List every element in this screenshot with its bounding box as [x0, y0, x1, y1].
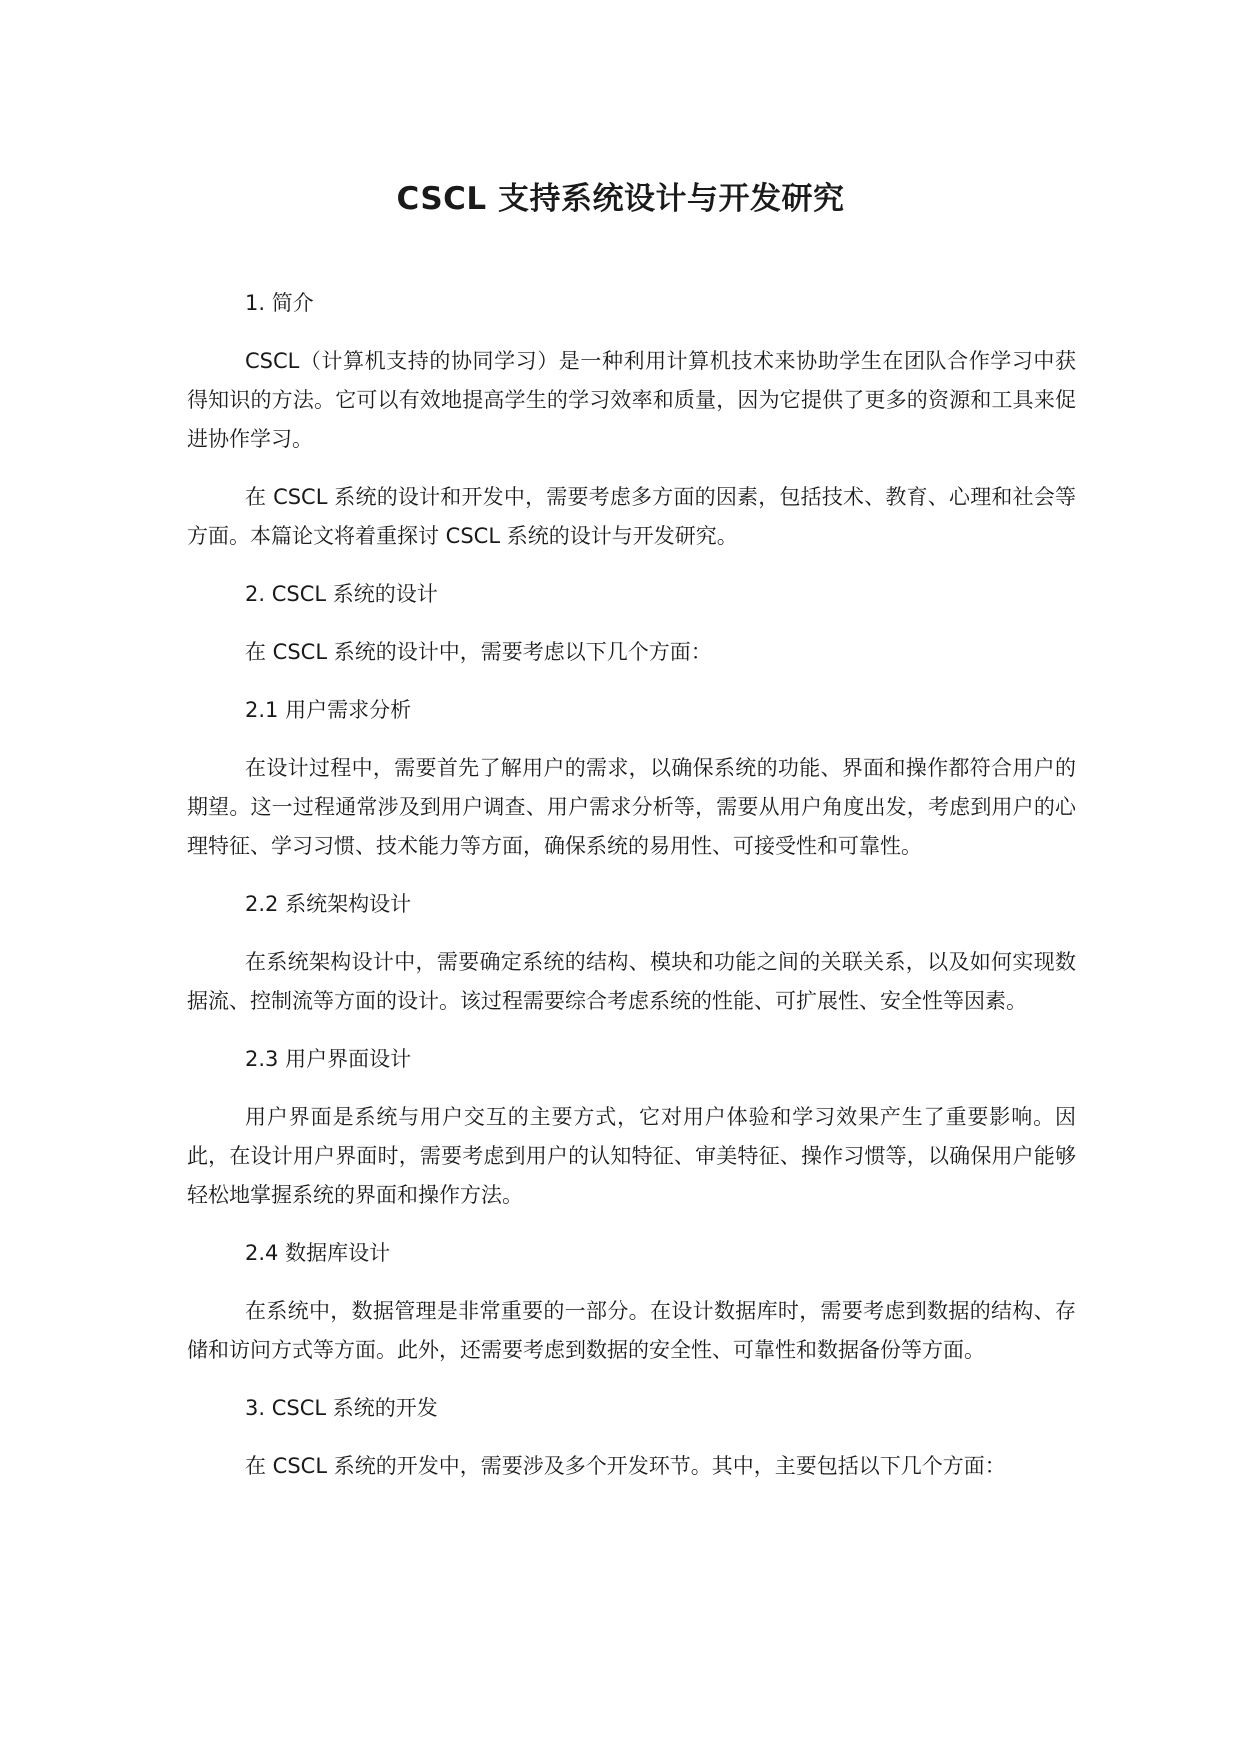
- section-heading: 1. 简介: [245, 291, 314, 315]
- subsection-heading: 2.4 数据库设计: [245, 1241, 391, 1265]
- paragraph: 在系统中，数据管理是非常重要的一部分。在设计数据库时，需要考虑到数据的结构、存储和访问方式等方面。此外，还需要考虑到数据的安全性、可靠性和数据备份等方面。: [187, 1299, 1076, 1362]
- section-heading: 2. CSCL 系统的设计: [245, 582, 438, 606]
- subsection-heading: 2.3 用户界面设计: [245, 1047, 412, 1071]
- subsection-heading: 2.2 系统架构设计: [245, 892, 412, 916]
- page-title: CSCL 支持系统设计与开发研究: [396, 181, 845, 217]
- subsection-heading: 2.1 用户需求分析: [245, 698, 412, 722]
- section-heading: 3. CSCL 系统的开发: [245, 1396, 438, 1420]
- paragraph: 在 CSCL 系统的设计和开发中，需要考虑多方面的因素，包括技术、教育、心理和社会等方面。本篇论文将着重探讨 CSCL 系统的设计与开发研究。: [187, 485, 1076, 548]
- paragraph: 在设计过程中，需要首先了解用户的需求，以确保系统的功能、界面和操作都符合用户的期望。这一过程通常涉及到用户调查、用户需求分析等，需要从用户角度出发，考虑到用户的心理特征、学习习惯、技术能力等方面，确保系统的易用性、可接受性和可靠性。: [187, 756, 1076, 858]
- paragraph: 用户界面是系统与用户交互的主要方式，它对用户体验和学习效果产生了重要影响。因此，在设计用户界面时，需要考虑到用户的认知特征、审美特征、操作习惯等，以确保用户能够轻松地掌握系统的界面和操作方法。: [187, 1105, 1076, 1207]
- paragraph: CSCL（计算机支持的协同学习）是一种利用计算机技术来协助学生在团队合作学习中获得知识的方法。它可以有效地提高学生的学习效率和质量，因为它提供了更多的资源和工具来促进协作学习。: [187, 349, 1076, 451]
- paragraph: 在 CSCL 系统的设计中，需要考虑以下几个方面：: [245, 640, 712, 664]
- paragraph: 在系统架构设计中，需要确定系统的结构、模块和功能之间的关联关系，以及如何实现数据流、控制流等方面的设计。该过程需要综合考虑系统的性能、可扩展性、安全性等因素。: [187, 950, 1076, 1013]
- paragraph: 在 CSCL 系统的开发中，需要涉及多个开发环节。其中，主要包括以下几个方面：: [245, 1454, 1006, 1478]
- document-body: [187, 284, 1076, 1505]
